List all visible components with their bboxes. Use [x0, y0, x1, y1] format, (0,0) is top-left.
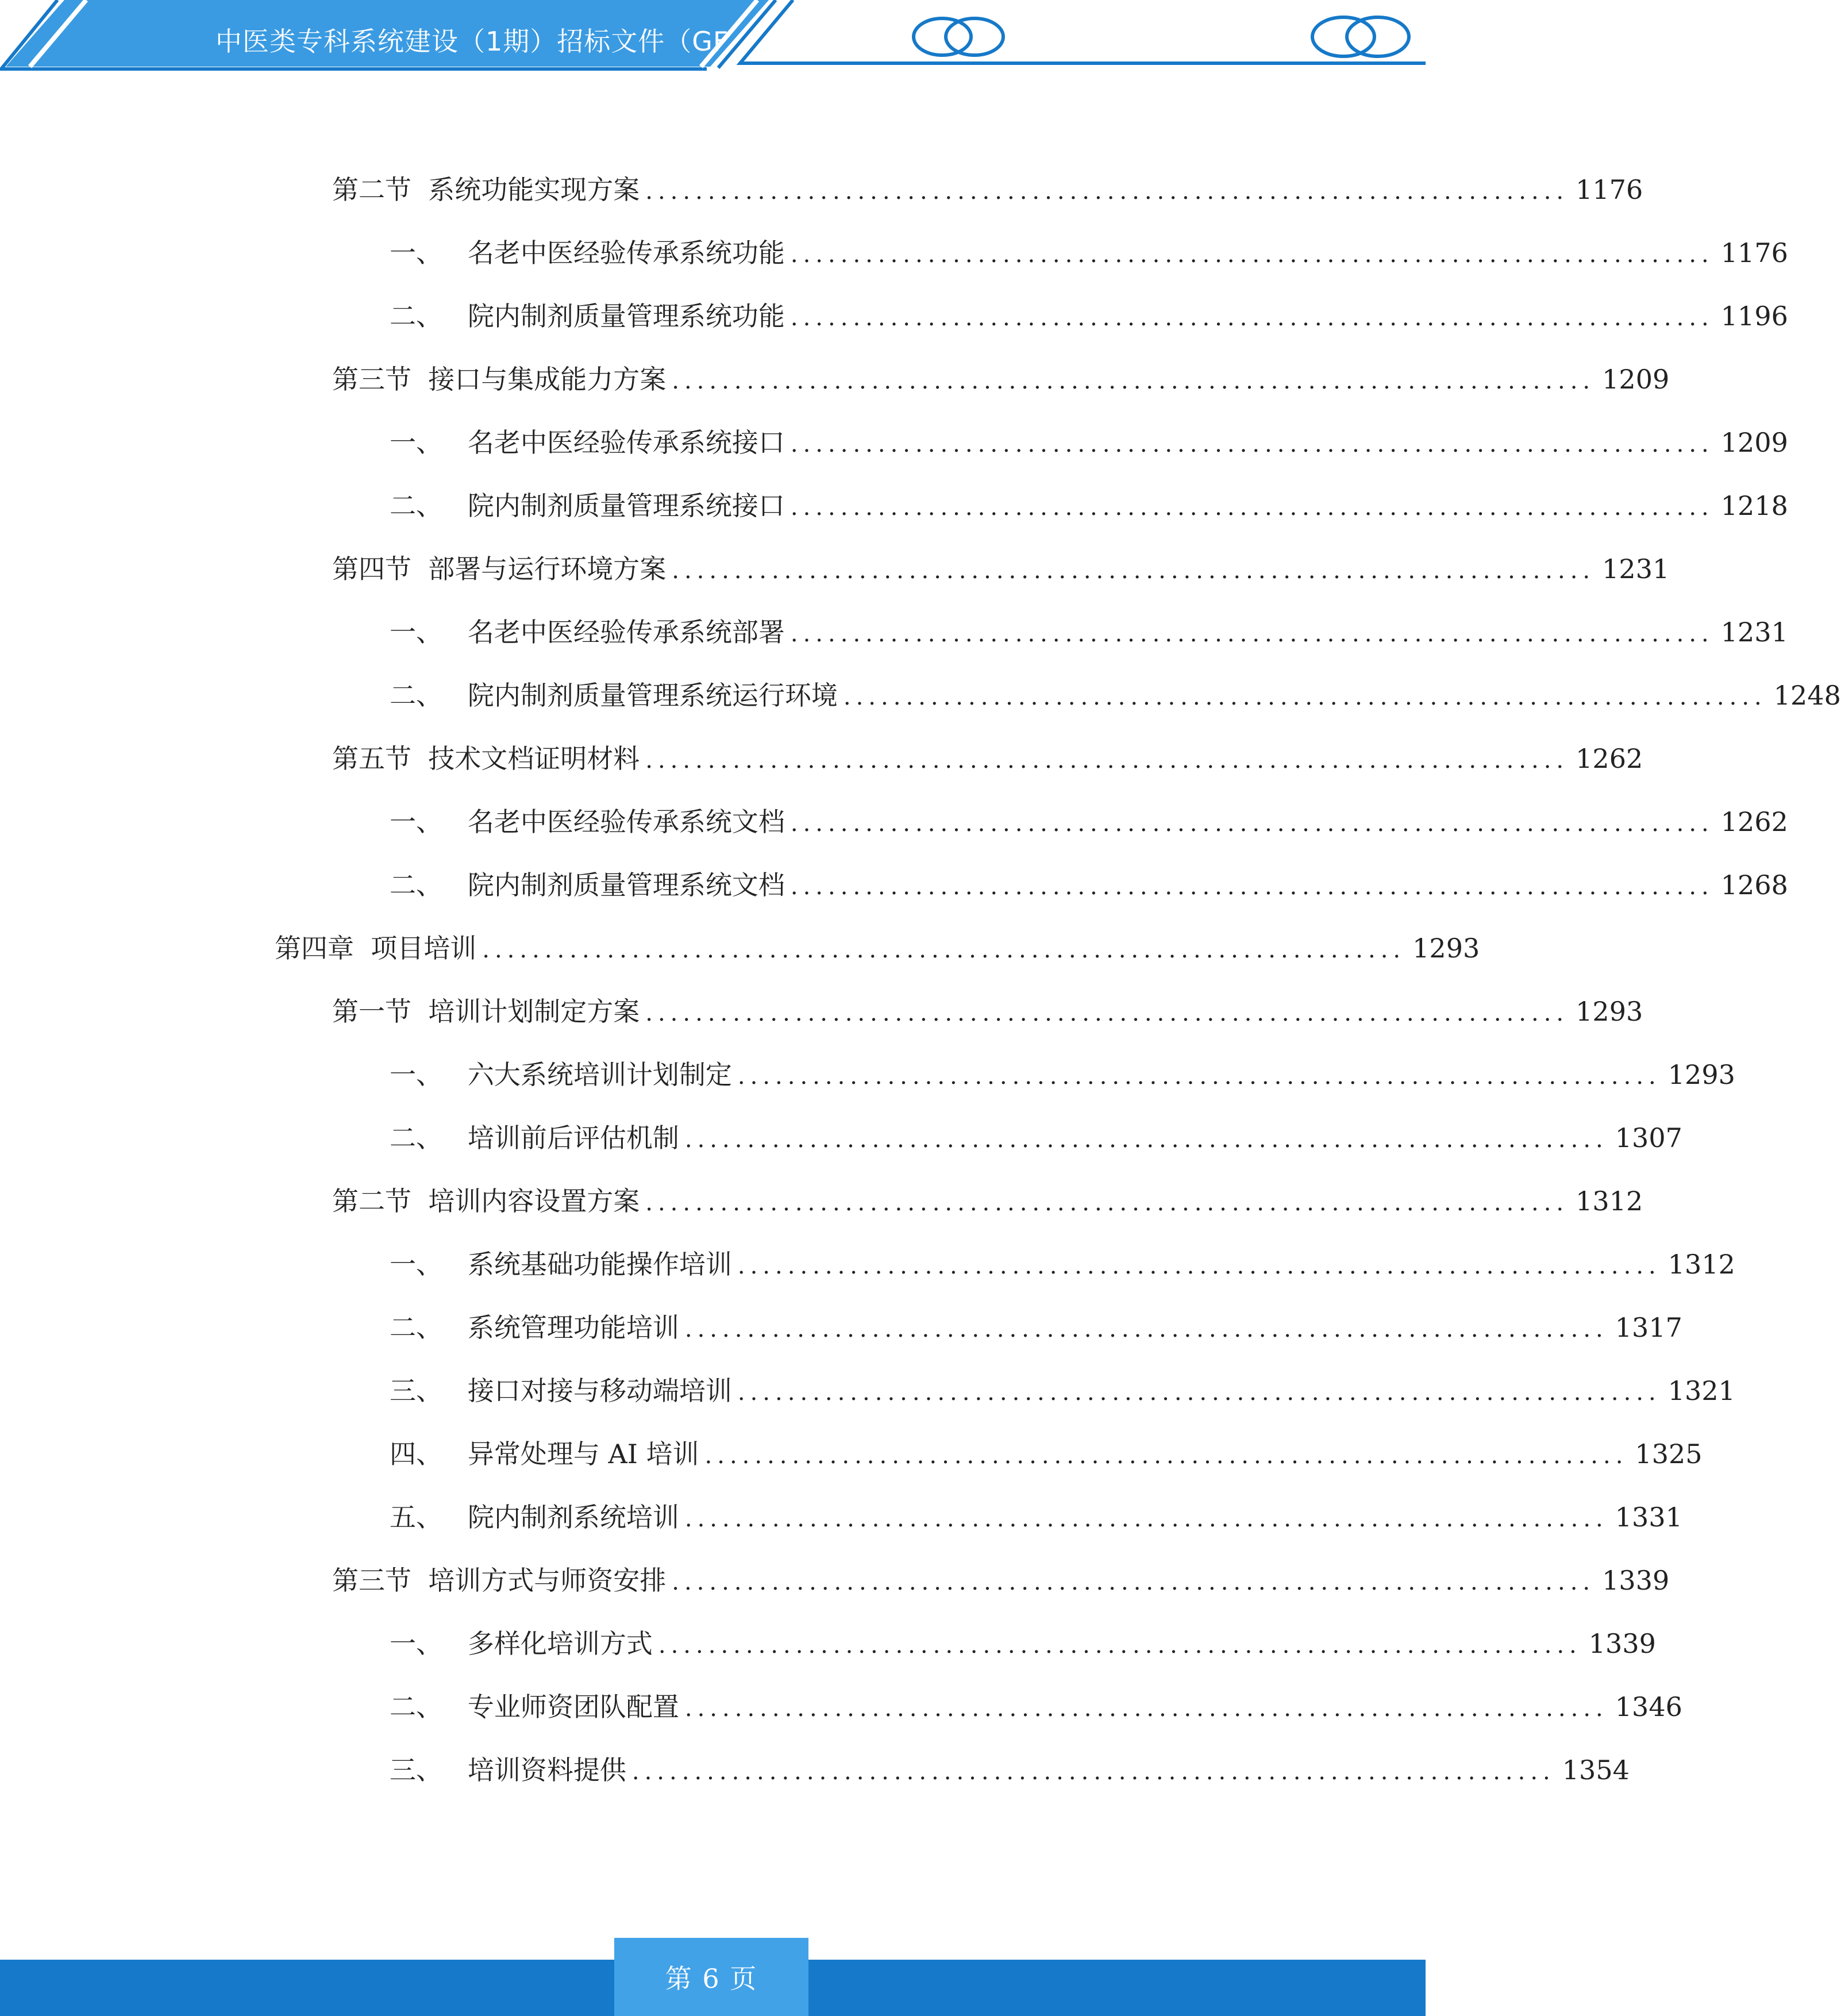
page-header — [0, 0, 1426, 75]
toc-title: 接口对接与移动端培训 — [467, 1375, 732, 1406]
toc-number: 第四节 — [332, 553, 411, 584]
toc-leader-dots: .......................................................................... — [684, 1695, 1608, 1722]
toc-entry-subsection[interactable] — [390, 1500, 1682, 1534]
toc-leader-dots: .......................................................................... — [684, 1316, 1608, 1342]
toc-page-number: 1354 — [1562, 1755, 1630, 1786]
toc-number: 第三节 — [332, 364, 411, 395]
toc-number: 一、 — [390, 237, 442, 268]
page-number-box — [614, 1938, 808, 2016]
toc-page-number: 1331 — [1615, 1502, 1682, 1533]
toc-number: 一、 — [390, 617, 442, 648]
toc-entry-subsection[interactable] — [390, 615, 1788, 649]
toc-entry-subsection[interactable] — [390, 425, 1788, 460]
toc-entry-subsection[interactable] — [390, 299, 1788, 333]
page-number-label: 第 6 页 — [665, 1963, 758, 1994]
toc-entry-subsection[interactable] — [390, 236, 1788, 270]
toc-page-number: 1218 — [1720, 490, 1788, 521]
double-ring-logo-icon-right — [1308, 15, 1417, 61]
toc-number: 二、 — [390, 301, 442, 332]
toc-page-number: 1262 — [1720, 806, 1788, 837]
toc-number: 二、 — [390, 1691, 442, 1722]
toc-leader-dots: .......................................................................... — [790, 431, 1714, 457]
toc-entry-subsection[interactable] — [390, 678, 1841, 713]
toc-entry-subsection[interactable] — [390, 1121, 1682, 1155]
toc-page-number: 1312 — [1667, 1249, 1735, 1280]
toc-title: 部署与运行环境方案 — [428, 553, 667, 584]
toc-page-number: 1293 — [1412, 933, 1480, 964]
toc-number: 第二节 — [332, 1186, 411, 1217]
toc-page-number: 1196 — [1720, 301, 1788, 332]
toc-leader-dots: .......................................................................... — [684, 1506, 1608, 1532]
toc-leader-dots: .......................................................................... — [843, 684, 1767, 710]
toc-number: 三、 — [390, 1375, 442, 1406]
toc-entry-section[interactable] — [332, 172, 1643, 207]
toc-page-number: 1307 — [1615, 1122, 1682, 1153]
toc-leader-dots: .......................................................................... — [672, 368, 1596, 394]
toc-title: 名老中医经验传承系统接口 — [467, 427, 785, 458]
toc-number: 第三节 — [332, 1565, 411, 1596]
toc-leader-dots: .......................................................................... — [631, 1759, 1555, 1785]
toc-entry-section[interactable] — [332, 994, 1643, 1029]
toc-page-number: 1293 — [1667, 1059, 1735, 1090]
toc-title: 技术文档证明材料 — [428, 743, 640, 774]
toc-number: 第四章 — [275, 933, 354, 964]
toc-page-number: 1346 — [1615, 1691, 1682, 1722]
toc-entry-subsection[interactable] — [390, 1057, 1735, 1092]
toc-number: 一、 — [390, 427, 442, 458]
toc-title: 专业师资团队配置 — [467, 1691, 679, 1722]
toc-title: 系统功能实现方案 — [428, 174, 640, 205]
toc-leader-dots: .......................................................................... — [790, 874, 1714, 900]
toc-entry-subsection[interactable] — [390, 1753, 1630, 1787]
toc-entry-subsection[interactable] — [390, 1626, 1656, 1661]
toc-number: 一、 — [390, 1249, 442, 1280]
toc-number: 三、 — [390, 1755, 442, 1786]
toc-leader-dots: .......................................................................... — [790, 241, 1714, 268]
toc-leader-dots: .......................................................................... — [704, 1442, 1628, 1469]
toc-entry-subsection[interactable] — [390, 1247, 1735, 1282]
toc-title: 院内制剂质量管理系统接口 — [467, 490, 785, 521]
toc-title: 名老中医经验传承系统功能 — [467, 237, 785, 268]
toc-title: 名老中医经验传承系统部署 — [467, 617, 785, 648]
toc-number: 二、 — [390, 680, 442, 711]
toc-title: 培训方式与师资安排 — [428, 1565, 667, 1596]
toc-leader-dots: .......................................................................... — [645, 1000, 1569, 1026]
toc-page-number: 1312 — [1576, 1186, 1643, 1217]
toc-entry-subsection[interactable] — [390, 1310, 1682, 1345]
toc-leader-dots: .......................................................................... — [658, 1632, 1582, 1659]
toc-leader-dots: .......................................................................... — [790, 305, 1714, 331]
toc-leader-dots: .......................................................................... — [790, 810, 1714, 837]
toc-page-number: 1176 — [1720, 237, 1788, 268]
toc-page-number: 1262 — [1576, 743, 1643, 774]
toc-title: 六大系统培训计划制定 — [467, 1059, 732, 1090]
toc-leader-dots: .......................................................................... — [482, 937, 1406, 963]
toc-number: 第二节 — [332, 174, 411, 205]
toc-title: 接口与集成能力方案 — [428, 364, 667, 395]
toc-page-number: 1231 — [1602, 553, 1670, 584]
toc-page-number: 1293 — [1576, 996, 1643, 1027]
toc-number: 一、 — [390, 1628, 442, 1659]
toc-page-number: 1321 — [1667, 1375, 1735, 1406]
toc-page-number: 1317 — [1615, 1312, 1682, 1343]
toc-number: 五、 — [390, 1502, 442, 1533]
toc-title: 培训资料提供 — [467, 1755, 626, 1786]
toc-page-number: 1339 — [1602, 1565, 1670, 1596]
toc-title: 异常处理与 AI 培训 — [467, 1438, 699, 1469]
toc-leader-dots: .......................................................................... — [645, 178, 1569, 205]
toc-entry-section[interactable] — [332, 1563, 1670, 1598]
header-title: 中医类专科系统建设（1期）招标文件（GF — [215, 26, 729, 57]
toc-title: 培训前后评估机制 — [467, 1122, 679, 1153]
toc-leader-dots: .......................................................................... — [672, 1569, 1596, 1595]
toc-leader-dots: .......................................................................... — [645, 747, 1569, 774]
toc-leader-dots: .......................................................................... — [672, 557, 1596, 584]
toc-entry-subsection[interactable] — [390, 1437, 1703, 1471]
toc-title: 项目培训 — [371, 933, 477, 964]
toc-number: 四、 — [390, 1438, 442, 1469]
toc-title: 系统管理功能培训 — [467, 1312, 679, 1343]
toc-leader-dots: .......................................................................... — [737, 1379, 1661, 1406]
toc-entry-subsection[interactable] — [390, 1374, 1735, 1408]
toc-entry-chapter[interactable] — [275, 931, 1480, 965]
toc-number: 二、 — [390, 870, 442, 901]
toc-entry-subsection[interactable] — [390, 805, 1788, 839]
toc-title: 院内制剂质量管理系统功能 — [467, 301, 785, 332]
toc-number: 一、 — [390, 806, 442, 837]
toc-number: 第一节 — [332, 996, 411, 1027]
toc-entry-section[interactable] — [332, 362, 1670, 397]
toc-entry-subsection[interactable] — [390, 1690, 1682, 1724]
toc-entry-section[interactable] — [332, 741, 1643, 776]
toc-title: 系统基础功能操作培训 — [467, 1249, 732, 1280]
toc-leader-dots: .......................................................................... — [684, 1126, 1608, 1153]
toc-title: 院内制剂系统培训 — [467, 1502, 679, 1533]
toc-leader-dots: .......................................................................... — [645, 1190, 1569, 1216]
toc-leader-dots: .......................................................................... — [790, 621, 1714, 647]
toc-page-number: 1325 — [1635, 1438, 1703, 1469]
toc-entry-section[interactable] — [332, 1184, 1643, 1218]
toc-entry-subsection[interactable] — [390, 488, 1788, 523]
toc-page-number: 1209 — [1602, 364, 1670, 395]
toc-leader-dots: .......................................................................... — [737, 1063, 1661, 1090]
toc-title: 培训内容设置方案 — [428, 1186, 640, 1217]
toc-leader-dots: .......................................................................... — [737, 1253, 1661, 1279]
toc-title: 名老中医经验传承系统文档 — [467, 806, 785, 837]
toc-number: 二、 — [390, 1122, 442, 1153]
toc-entry-subsection[interactable] — [390, 868, 1788, 902]
toc-title: 多样化培训方式 — [467, 1628, 653, 1659]
toc-page-number: 1248 — [1773, 680, 1841, 711]
toc-page-number: 1176 — [1576, 174, 1643, 205]
toc-page-number: 1339 — [1588, 1628, 1656, 1659]
toc-number: 二、 — [390, 1312, 442, 1343]
toc-page-number: 1209 — [1720, 427, 1788, 458]
toc-number: 二、 — [390, 490, 442, 521]
toc-title: 培训计划制定方案 — [428, 996, 640, 1027]
toc-title: 院内制剂质量管理系统运行环境 — [467, 680, 838, 711]
toc-number: 第五节 — [332, 743, 411, 774]
toc-leader-dots: .......................................................................... — [790, 494, 1714, 521]
toc-number: 一、 — [390, 1059, 442, 1090]
toc-page-number: 1268 — [1720, 870, 1788, 901]
double-ring-logo-icon — [908, 15, 1011, 61]
toc-page-number: 1231 — [1720, 617, 1788, 648]
toc-title: 院内制剂质量管理系统文档 — [467, 870, 785, 901]
toc-entry-section[interactable] — [332, 552, 1670, 586]
